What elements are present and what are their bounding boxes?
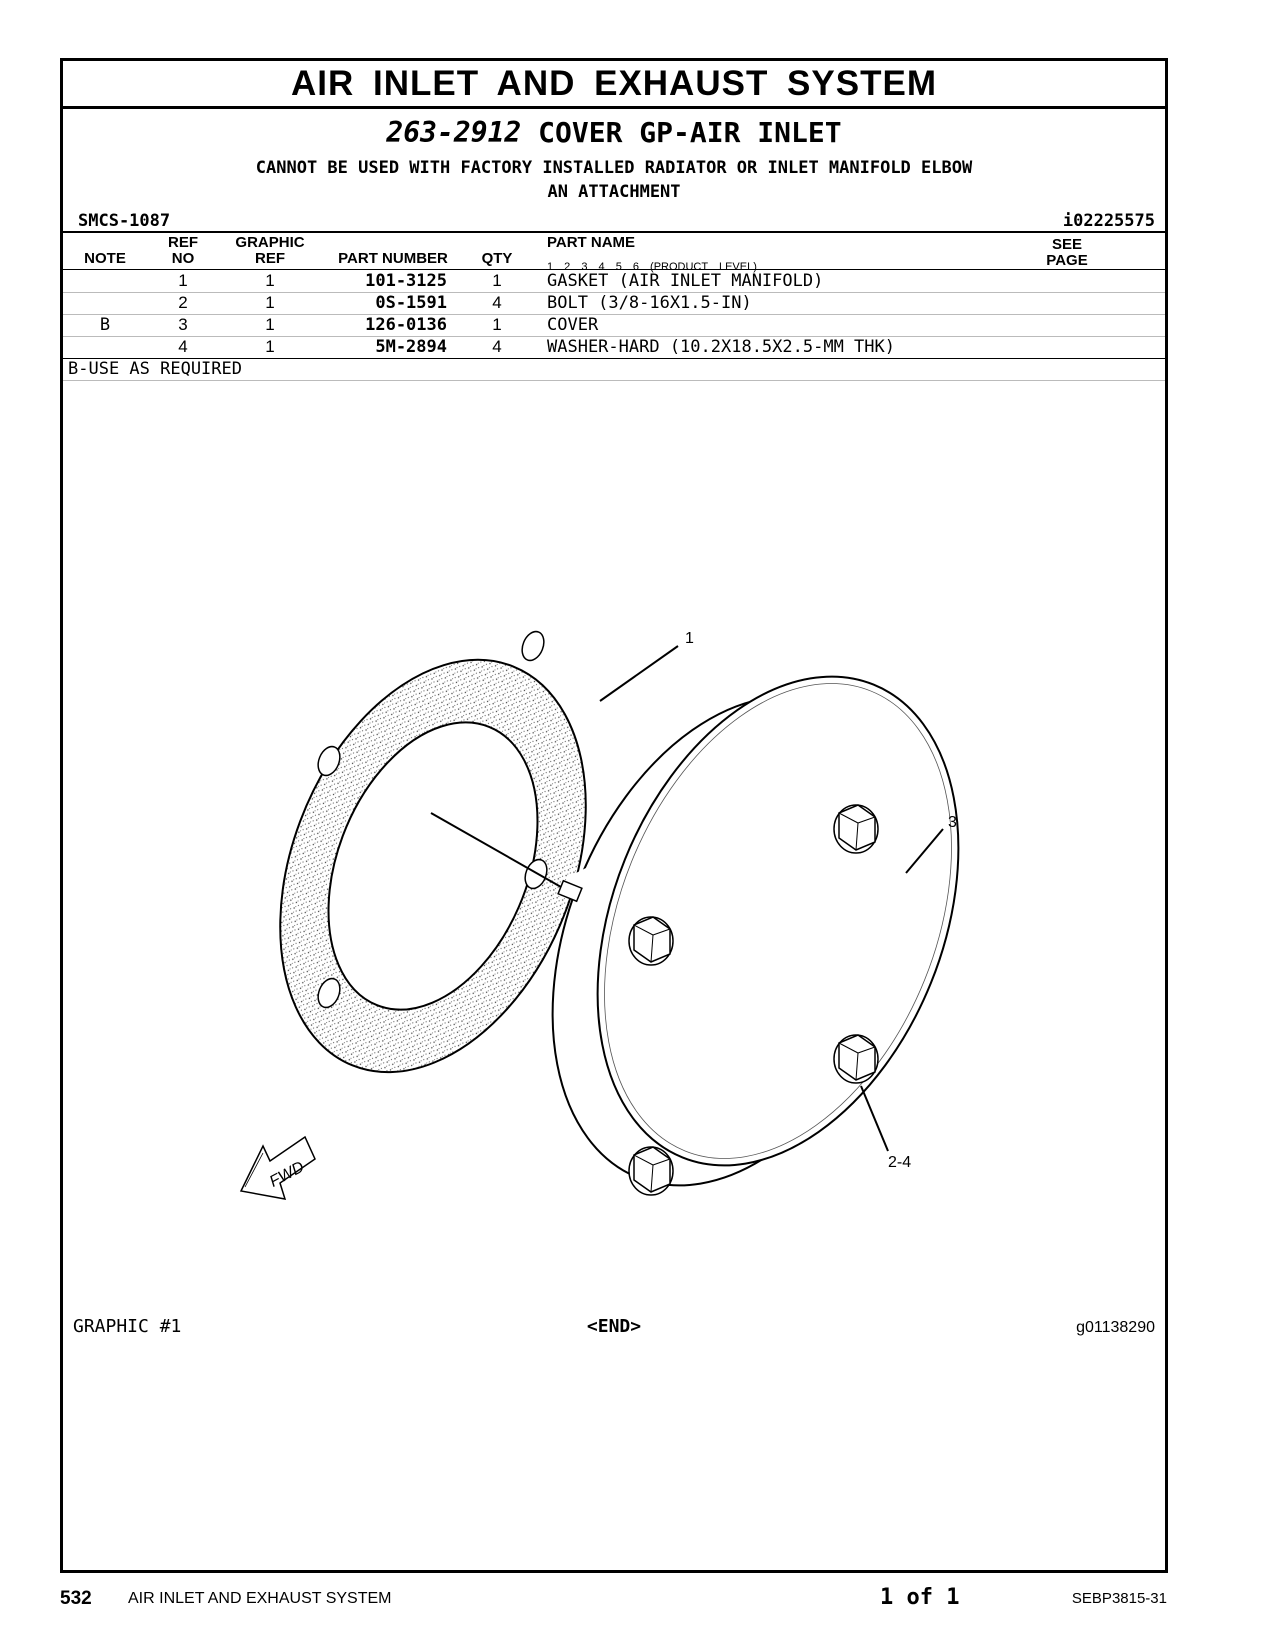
bolt-part: [629, 1147, 673, 1195]
document-code: SEBP3815-31: [1071, 1590, 1167, 1607]
col-header-qty: QTY: [481, 250, 513, 267]
col-header-part-number: PART NUMBER: [338, 250, 448, 267]
section-title: AIR INLET AND EXHAUST SYSTEM: [63, 61, 1165, 109]
graphic-label: GRAPHIC #1: [73, 1316, 182, 1337]
callout-2-4: 2-4: [888, 1154, 912, 1171]
bolt-part: [834, 805, 878, 853]
footer-section-title: AIR INLET AND EXHAUST SYSTEM: [128, 1590, 392, 1607]
group-note-line-2: AN ATTACHMENT: [547, 182, 681, 202]
callout-3: 3: [948, 814, 957, 831]
graphic-id: g01138290: [1076, 1319, 1155, 1336]
bolt-part: [629, 917, 673, 965]
col-header-note: NOTE: [84, 250, 126, 267]
bolt-part: [834, 1035, 878, 1083]
group-name: COVER GP-AIR INLET: [538, 116, 842, 149]
smcs-code: SMCS-1087: [78, 211, 171, 231]
leader-line-2-4: [861, 1086, 888, 1151]
document-id: i02225575: [1062, 211, 1155, 231]
product-levels: 1 2 3 4 5 6 (PRODUCT LEVEL): [547, 261, 757, 273]
col-header-graphic-ref: GRAPHIC REF: [235, 234, 305, 267]
group-part-number: 263-2912: [386, 116, 522, 149]
table-footnote: B-USE AS REQUIRED: [68, 359, 242, 379]
page-frame: AIR INLET AND EXHAUST SYSTEM 263-2912 COVER GP-AIR INLET CANNOT BE USED WITH FACTORY INSTALLED RADIATOR OR INLET MANIFOLD ELBOW AN ATTACHMENT SMCS-1087 i02225575 NOTE REF NO GRAPHIC REF PART NUMBER QTY PART NAME 1 2 3 4 5 6 (PRODUCT LEVEL) SEE PAGE 1 1 101-3125 1 GASKET (AIR INLET MANIFOLD) 2 1 0S-1591 4 BOLT (3/8-16X1.5-IN) B 3 1 126-0136 1 COVER 4 1 5M-2894 4 WASHER-HARD (10.2X18.5X2.5-MM THK) B-USE AS REQUIRED 1 3 2-4 FWD GRAPHIC #1 <END> g01138290: [60, 58, 1168, 1573]
callout-1: 1: [685, 630, 694, 647]
col-header-ref-no: REF NO: [168, 234, 198, 267]
fwd-label: FWD: [266, 1158, 308, 1191]
fwd-arrow-icon: [241, 1137, 315, 1199]
group-note-line-1: CANNOT BE USED WITH FACTORY INSTALLED RADIATOR OR INLET MANIFOLD ELBOW: [255, 158, 973, 178]
end-marker: <END>: [586, 1316, 642, 1337]
col-header-part-name: PART NAME: [547, 234, 636, 251]
page-number: 532: [60, 1588, 92, 1609]
leader-line-1: [600, 646, 678, 701]
page-of: 1 of 1: [880, 1585, 960, 1610]
exploded-view-illustration: [63, 61, 1165, 1570]
col-header-see-page: SEE PAGE: [1046, 236, 1088, 269]
